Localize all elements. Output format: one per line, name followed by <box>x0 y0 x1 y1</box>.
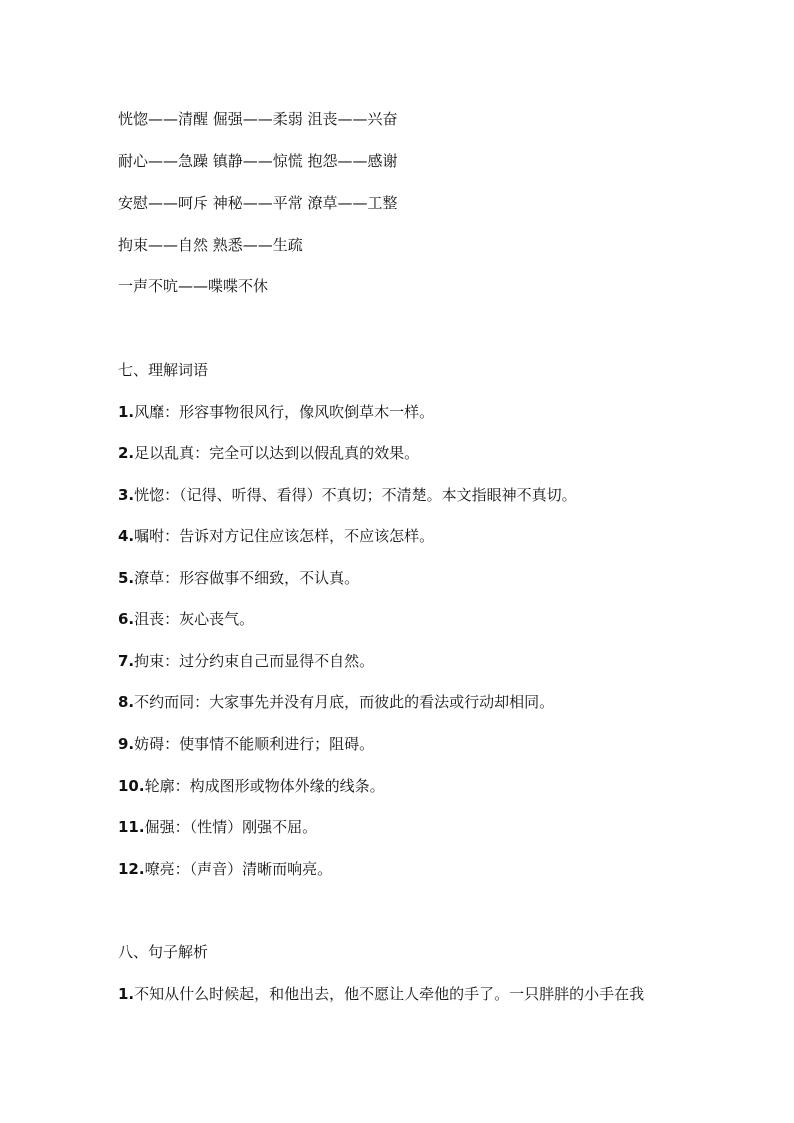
item-number: 10. <box>118 777 145 795</box>
antonym-line-2: 耐心——急躁 镇静——惊慌 抱怨——感谢 <box>118 152 398 170</box>
definition-item <box>118 817 317 837</box>
antonym-line-4: 拘束——自然 熟悉——生疏 <box>118 236 303 254</box>
item-text: 足以乱真：完全可以达到以假乱真的效果。 <box>134 444 420 462</box>
antonym-line-5: 一声不吭——喋喋不休 <box>118 277 269 295</box>
section-heading-7: 七、理解词语 <box>118 361 209 379</box>
item-number: 1. <box>118 403 135 421</box>
item-number: 5. <box>118 569 135 587</box>
definition-item <box>118 776 385 796</box>
item-number: 3. <box>118 486 135 504</box>
sentence-item <box>118 984 644 1004</box>
item-number: 9. <box>118 735 135 753</box>
definition-item <box>118 609 254 629</box>
item-text: 轮廓：构成图形或物体外缘的线条。 <box>144 777 385 795</box>
definition-item <box>118 734 374 754</box>
item-text: 倔强：（性情）刚强不屈。 <box>144 818 318 836</box>
item-text: 不知从什么时候起，和他出去，他不愿让人牵他的手了。一只胖胖的小手在我 <box>134 985 645 1003</box>
item-text: 妨碍：使事情不能顺利进行；阻碍。 <box>134 735 375 753</box>
item-text: 拘束：过分约束自己而显得不自然。 <box>134 652 375 670</box>
item-text: 嘱咐：告诉对方记住应该怎样，不应该怎样。 <box>134 527 435 545</box>
item-text: 沮丧：灰心丧气。 <box>134 610 255 628</box>
definition-item <box>118 402 434 422</box>
definition-item <box>118 568 359 588</box>
item-number: 7. <box>118 652 135 670</box>
definition-item <box>118 859 332 879</box>
definition-item <box>118 651 374 671</box>
item-number: 8. <box>118 693 135 711</box>
item-number: 2. <box>118 444 135 462</box>
definition-item <box>118 526 434 546</box>
item-number: 11. <box>118 818 145 836</box>
definition-item <box>118 692 554 712</box>
definition-item <box>118 443 419 463</box>
antonym-line-1: 恍惚——清醒 倔强——柔弱 沮丧——兴奋 <box>118 110 398 128</box>
item-text: 嘹亮：（声音）清晰而响亮。 <box>144 860 333 878</box>
item-number: 4. <box>118 527 135 545</box>
item-number: 6. <box>118 610 135 628</box>
item-number: 1. <box>118 985 135 1003</box>
item-text: 不约而同：大家事先并没有月底，而彼此的看法或行动却相同。 <box>134 693 555 711</box>
section-heading-8: 八、句子解析 <box>118 943 209 961</box>
item-text: 恍惚：（记得、听得、看得）不真切；不清楚。本文指眼神不真切。 <box>134 486 577 504</box>
item-number: 12. <box>118 860 145 878</box>
item-text: 风靡：形容事物很风行，像风吹倒草木一样。 <box>134 403 435 421</box>
definition-item <box>118 485 577 505</box>
antonym-line-3: 安慰——呵斥 神秘——平常 潦草——工整 <box>118 194 398 212</box>
item-text: 潦草：形容做事不细致，不认真。 <box>134 569 360 587</box>
